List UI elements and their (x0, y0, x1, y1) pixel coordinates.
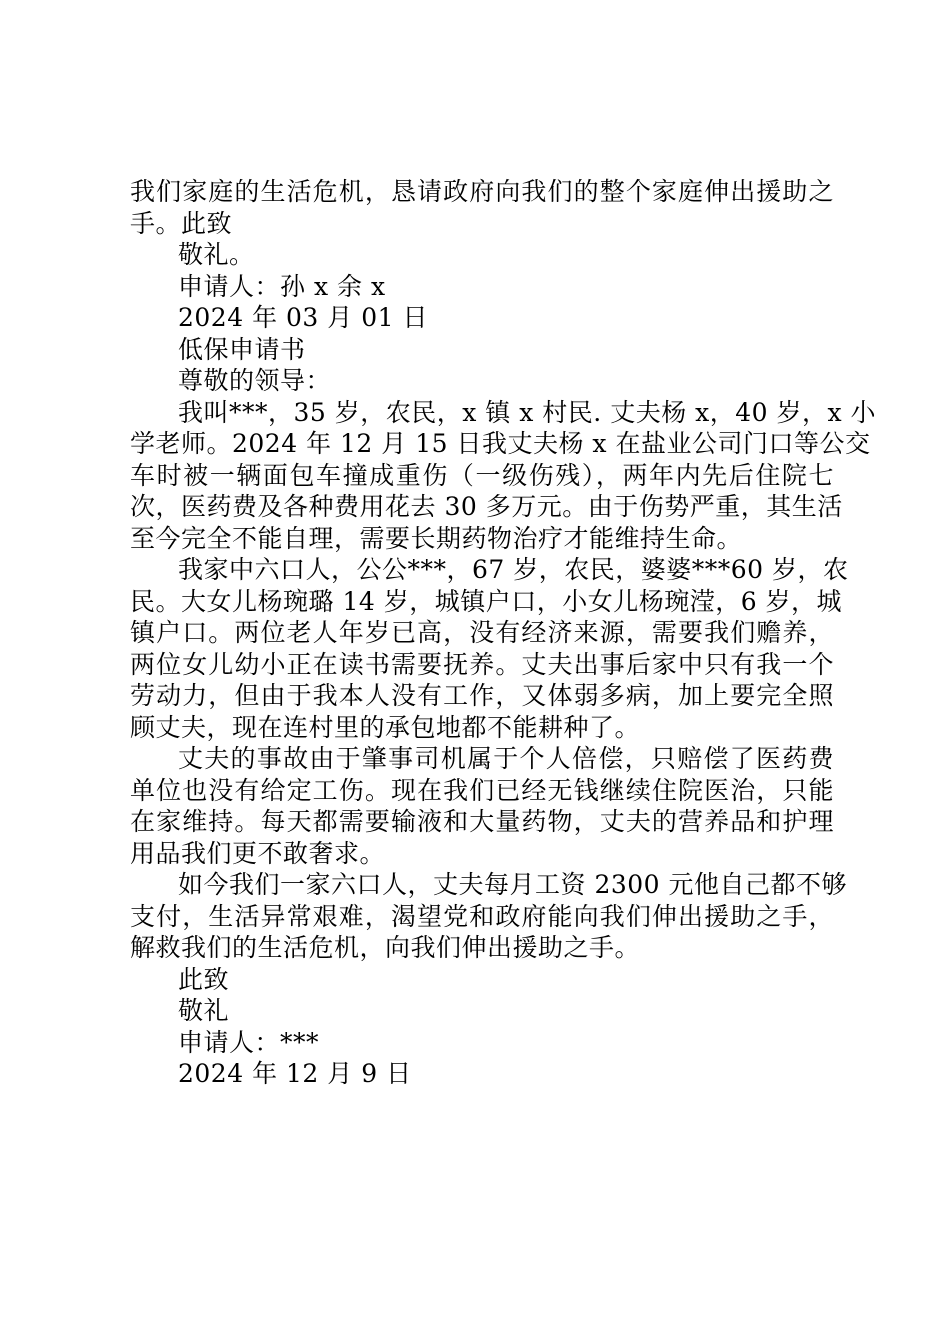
body-line: 顾丈夫，现在连村里的承包地都不能耕种了。 (130, 712, 641, 742)
body-line: 民。大女儿杨琬璐 14 岁，城镇户口，小女儿杨琬滢，6 岁，城 (130, 586, 843, 616)
body-line: 如今我们一家六口人，丈夫每月工资 2300 元他自己都不够 (178, 870, 848, 899)
date: 2024 年 12 月 9 日 (178, 1059, 412, 1088)
body-line: 镇户口。两位老人年岁已高，没有经济来源，需要我们赡养， (130, 618, 834, 647)
greeting: 尊敬的领导： (178, 366, 332, 395)
document-page (130, 176, 877, 1090)
date: 2024 年 03 月 01 日 (178, 303, 428, 332)
body-line: 至今完全不能自理，需要长期药物治疗才能维持生命。 (130, 523, 743, 553)
applicant: 申请人：孙 x 余 x (178, 271, 386, 301)
body-line: 手。此致 (130, 208, 233, 238)
body-line: 学老师。2024 年 12 月 15 日我丈夫杨 x 在盐业公司门口等公交 (130, 429, 871, 458)
body-line: 丈夫的事故由于肇事司机属于个人倍偿，只赔偿了医药费 (178, 744, 834, 773)
body-line: 劳动力，但由于我本人没有工作，又体弱多病，加上要完全照 (130, 681, 834, 710)
applicant: 申请人：*** (178, 1027, 320, 1057)
body-line: 我家中六口人，公公***，67 岁，农民，婆婆***60 岁，农 (178, 555, 849, 584)
body-line: 在家维持。每天都需要输液和大量药物，丈夫的营养品和护理 (130, 807, 834, 836)
body-line: 解救我们的生活危机，向我们伸出援助之手。 (130, 933, 641, 962)
body-line: 车时被一辆面包车撞成重伤（一级伤残），两年内先后住院七 (130, 460, 834, 490)
salute: 敬礼 (178, 996, 230, 1025)
body-line: 我们家庭的生活危机，恳请政府向我们的整个家庭伸出援助之 (130, 177, 834, 206)
closing: 此致 (178, 964, 230, 994)
body-line: 支付，生活异常艰难，渴望党和政府能向我们伸出援助之手， (130, 901, 834, 931)
body-line: 单位也没有给定工伤。现在我们已经无钱继续住院医治，只能 (130, 775, 834, 805)
salute: 敬礼。 (178, 240, 255, 269)
body-line: 我叫***，35 岁，农民，x 镇 x 村民. 丈夫杨 x，40 岁，x 小 (178, 397, 877, 427)
body-line: 次，医药费及各种费用花去 30 多万元。由于伤势严重，其生活 (130, 492, 843, 521)
body-line: 用品我们更不敢奢求。 (130, 838, 386, 868)
letter-title: 低保申请书 (178, 334, 306, 364)
body-line: 两位女儿幼小正在读书需要抚养。丈夫出事后家中只有我一个 (130, 649, 834, 679)
